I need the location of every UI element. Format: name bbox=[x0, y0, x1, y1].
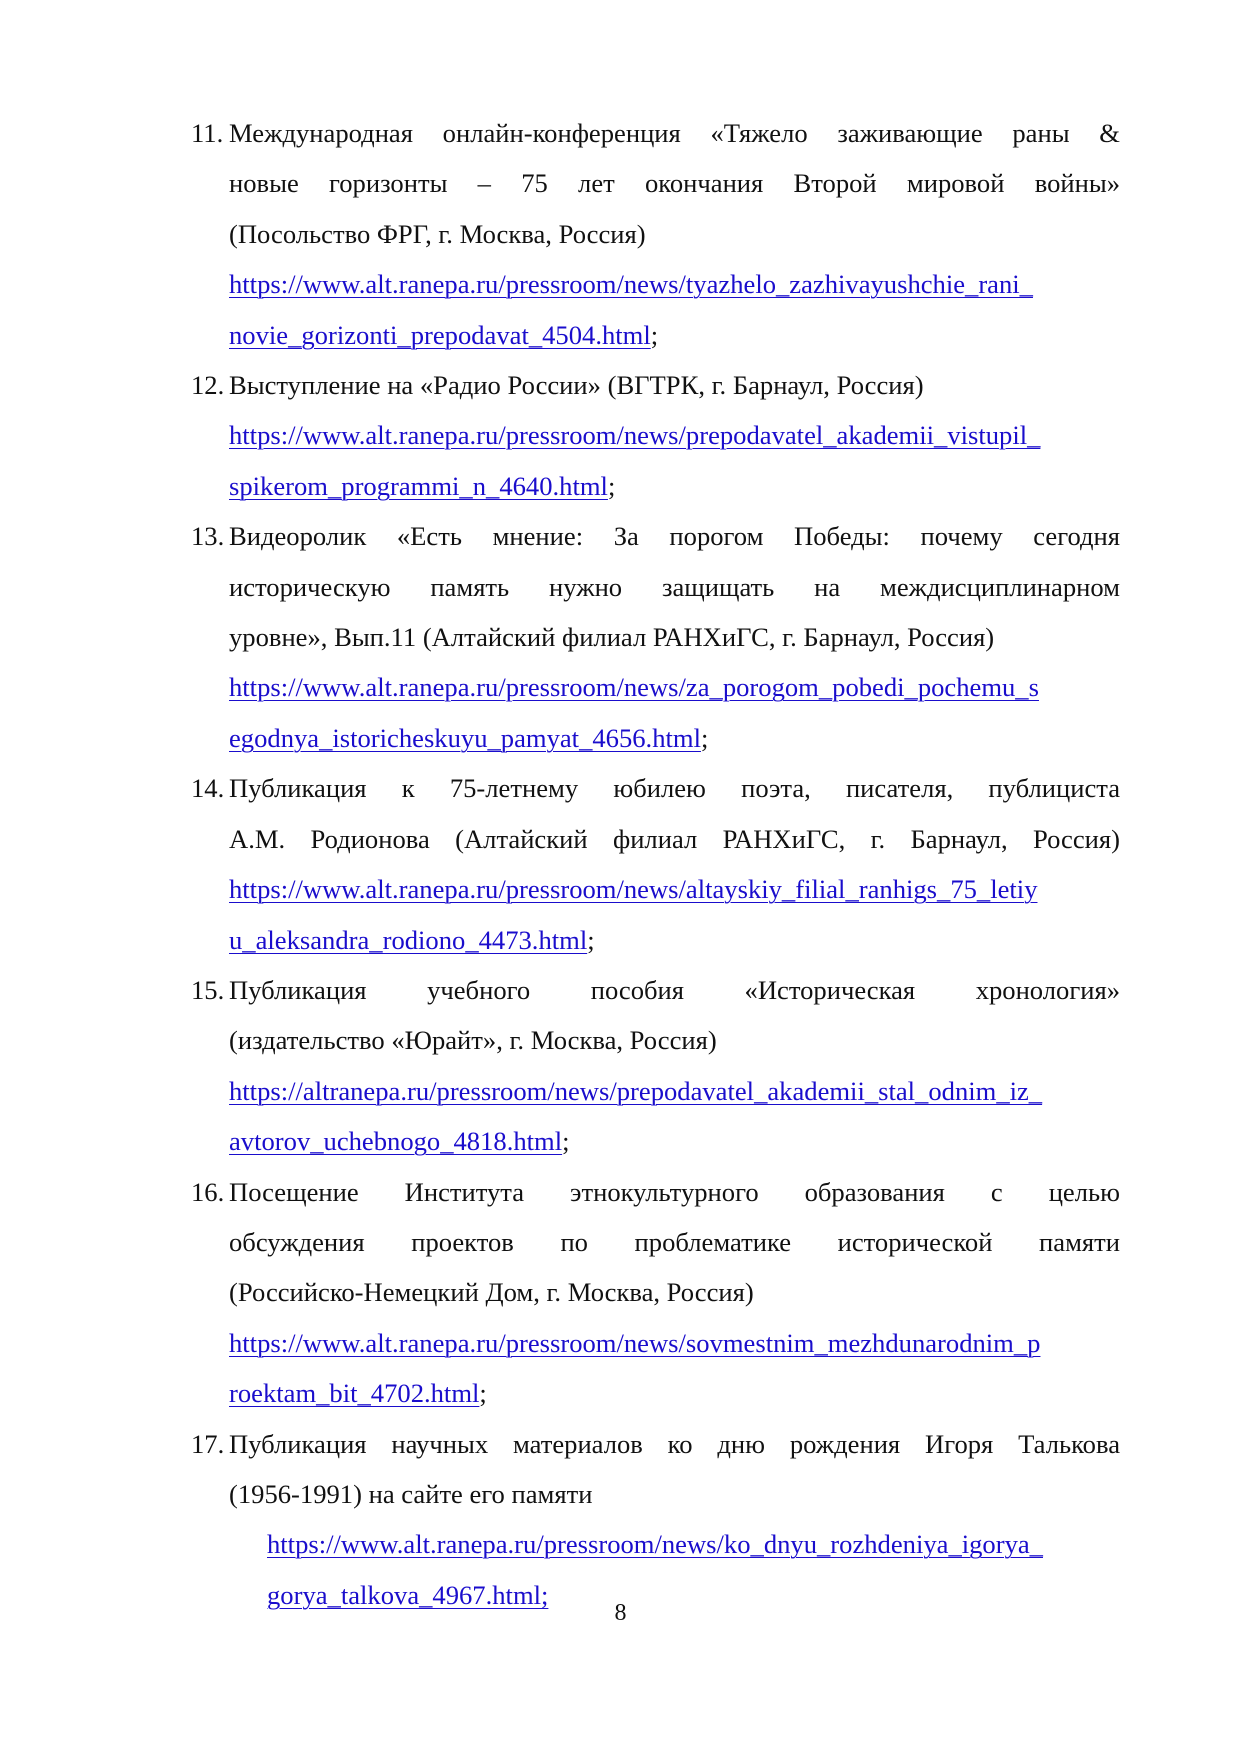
item-link-line bbox=[229, 310, 1120, 360]
page-number: 8 bbox=[614, 1600, 627, 1626]
item-text-line: Посещение Института этнокультурного образования с целью bbox=[229, 1176, 1120, 1207]
item-text-line: Выступление на «Радио России» (ВГТРК, г. Барнаул, Россия) bbox=[229, 370, 924, 401]
item-number: 12. bbox=[191, 370, 225, 401]
list-item bbox=[191, 360, 1120, 511]
item-link[interactable]: u_aleksandra_rodiono_4473.html bbox=[229, 924, 588, 955]
item-number: 11. bbox=[191, 118, 224, 148]
item-text-line: Публикация научных материалов ко дню рождения Игоря Талькова bbox=[229, 1428, 1120, 1459]
item-text-line: обсуждения проектов по проблематике исторической памяти bbox=[229, 1226, 1120, 1257]
item-link[interactable]: https://www.alt.ranepa.ru/pressroom/news/sovmestnim_mezhdunarodnim_p bbox=[229, 1327, 1041, 1358]
item-link-line bbox=[229, 915, 1120, 965]
item-number: 14. bbox=[191, 773, 225, 804]
item-link-line bbox=[229, 1318, 1120, 1368]
item-text-line: уровне», Вып.11 (Алтайский филиал РАНХиГС, г. Барнаул, Россия) bbox=[229, 622, 995, 653]
item-link-line bbox=[229, 864, 1120, 914]
item-link[interactable]: https://www.alt.ranepa.ru/pressroom/news/ko_dnyu_rozhdeniya_igorya_ bbox=[267, 1529, 1043, 1560]
item-link-line bbox=[229, 1368, 1120, 1418]
item-suffix: ; bbox=[562, 1126, 570, 1157]
list-item bbox=[191, 1419, 1120, 1621]
item-suffix: ; bbox=[479, 1378, 487, 1409]
list-item bbox=[191, 511, 1120, 763]
item-link[interactable]: roektam_bit_4702.html bbox=[229, 1378, 480, 1409]
item-link-line bbox=[229, 461, 1120, 511]
item-link-line bbox=[229, 1116, 1120, 1166]
item-text-line: историческую память нужно защищать на междисциплинарном bbox=[229, 571, 1120, 602]
item-link-line bbox=[229, 1519, 1120, 1569]
item-suffix: ; bbox=[650, 319, 659, 350]
item-suffix: ; bbox=[700, 722, 709, 753]
item-link-line bbox=[229, 713, 1120, 763]
item-text-line: Международная онлайн-конференция «Тяжело заживающие раны & bbox=[229, 118, 1120, 148]
item-suffix: ; bbox=[607, 470, 616, 501]
item-link[interactable]: https://altranepa.ru/pressroom/news/prepodavatel_akademii_stal_odnim_iz_ bbox=[229, 1075, 1043, 1106]
item-number: 15. bbox=[191, 974, 225, 1005]
list-item bbox=[191, 965, 1120, 1167]
list-item bbox=[191, 108, 1120, 360]
item-link[interactable]: https://www.alt.ranepa.ru/pressroom/news/za_porogom_pobedi_pochemu_s bbox=[229, 672, 1039, 703]
item-link-line bbox=[229, 662, 1120, 712]
item-text-line: А.М. Родионова (Алтайский филиал РАНХиГС, г. Барнаул, Россия) bbox=[229, 823, 1120, 854]
item-link[interactable]: https://www.alt.ranepa.ru/pressroom/news/altayskiy_filial_ranhigs_75_letiy bbox=[229, 874, 1038, 905]
list-item bbox=[191, 763, 1120, 965]
item-text-line: (Российско-Немецкий Дом, г. Москва, Россия) bbox=[229, 1277, 754, 1308]
reference-list bbox=[191, 108, 1120, 1620]
item-text-line: новые горизонты – 75 лет окончания Второй мировой войны» bbox=[229, 168, 1120, 199]
item-link[interactable]: avtorov_uchebnogo_4818.html bbox=[229, 1126, 563, 1157]
item-link[interactable]: novie_gorizonti_prepodavat_4504.html bbox=[229, 319, 651, 350]
item-text-line: (издательство «Юрайт», г. Москва, Россия) bbox=[229, 1025, 717, 1056]
item-link[interactable]: https://www.alt.ranepa.ru/pressroom/news/tyazhelo_zazhivayushchie_rani_ bbox=[229, 269, 1033, 300]
item-text-line: Публикация учебного пособия «Историческая хронология» bbox=[229, 974, 1120, 1005]
item-link-line bbox=[229, 1066, 1120, 1116]
item-link-line bbox=[229, 259, 1120, 309]
item-number: 17. bbox=[191, 1428, 225, 1459]
item-link-line bbox=[229, 410, 1120, 460]
item-link[interactable]: egodnya_istoricheskuyu_pamyat_4656.html bbox=[229, 722, 701, 753]
item-link[interactable]: https://www.alt.ranepa.ru/pressroom/news/prepodavatel_akademii_vistupil_ bbox=[229, 420, 1041, 451]
item-suffix: ; bbox=[587, 924, 595, 955]
item-text-line: (Посольство ФРГ, г. Москва, Россия) bbox=[229, 218, 646, 249]
item-link[interactable]: gorya_talkova_4967.html; bbox=[267, 1579, 549, 1610]
item-number: 13. bbox=[191, 521, 225, 552]
item-text-line: Публикация к 75-летнему юбилею поэта, писателя, публициста bbox=[229, 773, 1120, 804]
item-text-line: (1956-1991) на сайте его памяти bbox=[229, 1478, 593, 1509]
list-item bbox=[191, 1167, 1120, 1419]
item-number: 16. bbox=[191, 1176, 225, 1207]
item-text-line: Видеоролик «Есть мнение: За порогом Победы: почему сегодня bbox=[229, 521, 1120, 552]
item-link[interactable]: spikerom_programmi_n_4640.html bbox=[229, 470, 608, 501]
